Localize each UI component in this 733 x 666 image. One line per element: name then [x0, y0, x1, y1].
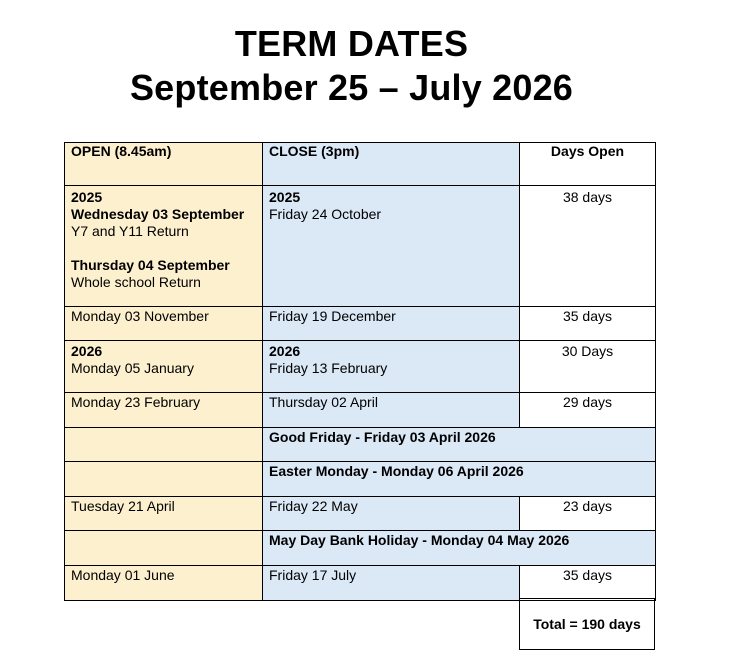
close-date: Friday 13 February	[269, 360, 388, 376]
table-header-row	[65, 143, 656, 186]
header-open: OPEN (8.45am)	[65, 143, 263, 186]
close-cell: Friday 22 May	[263, 497, 520, 531]
page-title: TERM DATES	[234, 23, 469, 64]
close-cell: Thursday 02 April	[263, 393, 520, 428]
open-note: Whole school Return	[71, 274, 201, 290]
open-note: Y7 and Y11 Return	[71, 223, 189, 239]
open-cell: Monday 01 June	[65, 566, 263, 601]
term-dates-table	[64, 142, 656, 601]
days-open-cell: 35 days	[520, 566, 656, 601]
open-cell: Monday 23 February	[65, 393, 263, 428]
holiday-row	[65, 428, 656, 462]
close-year: 2026	[269, 343, 301, 359]
days-open-cell: 30 Days	[520, 341, 656, 393]
open-cell-empty	[65, 531, 263, 566]
holiday-row	[65, 462, 656, 497]
holiday-label: Easter Monday - Monday 06 April 2026	[263, 462, 656, 497]
header-close: CLOSE (3pm)	[263, 143, 520, 186]
table-row	[65, 186, 656, 307]
table-row	[65, 566, 656, 601]
open-cell: Tuesday 21 April	[65, 497, 263, 531]
days-open-cell: 23 days	[520, 497, 656, 531]
table-row	[65, 307, 656, 341]
table-row	[65, 393, 656, 428]
open-cell-empty	[65, 462, 263, 497]
close-cell	[263, 186, 520, 307]
open-cell	[65, 186, 263, 307]
table-row	[65, 341, 656, 393]
table-row	[65, 497, 656, 531]
holiday-label: May Day Bank Holiday - Monday 04 May 2026	[263, 531, 656, 566]
total-days: Total = 190 days	[519, 598, 655, 650]
open-date: Monday 05 January	[71, 360, 194, 376]
open-cell	[65, 341, 263, 393]
open-cell: Monday 03 November	[65, 307, 263, 341]
days-open-cell: 38 days	[520, 186, 656, 307]
header-days-open: Days Open	[520, 143, 656, 186]
holiday-row	[65, 531, 656, 566]
open-date: Thursday 04 September	[71, 257, 230, 273]
days-open-cell: 29 days	[520, 393, 656, 428]
close-cell	[263, 341, 520, 393]
days-open-cell: 35 days	[520, 307, 656, 341]
close-cell: Friday 17 July	[263, 566, 520, 601]
open-cell-empty	[65, 428, 263, 462]
close-year: 2025	[269, 189, 301, 205]
open-date: Wednesday 03 September	[71, 206, 245, 222]
open-year: 2026	[71, 343, 103, 359]
close-date: Friday 24 October	[269, 206, 382, 222]
page-subtitle: September 25 – July 2026	[129, 67, 574, 108]
close-cell: Friday 19 December	[263, 307, 520, 341]
holiday-label: Good Friday - Friday 03 April 2026	[263, 428, 656, 462]
open-year: 2025	[71, 189, 103, 205]
